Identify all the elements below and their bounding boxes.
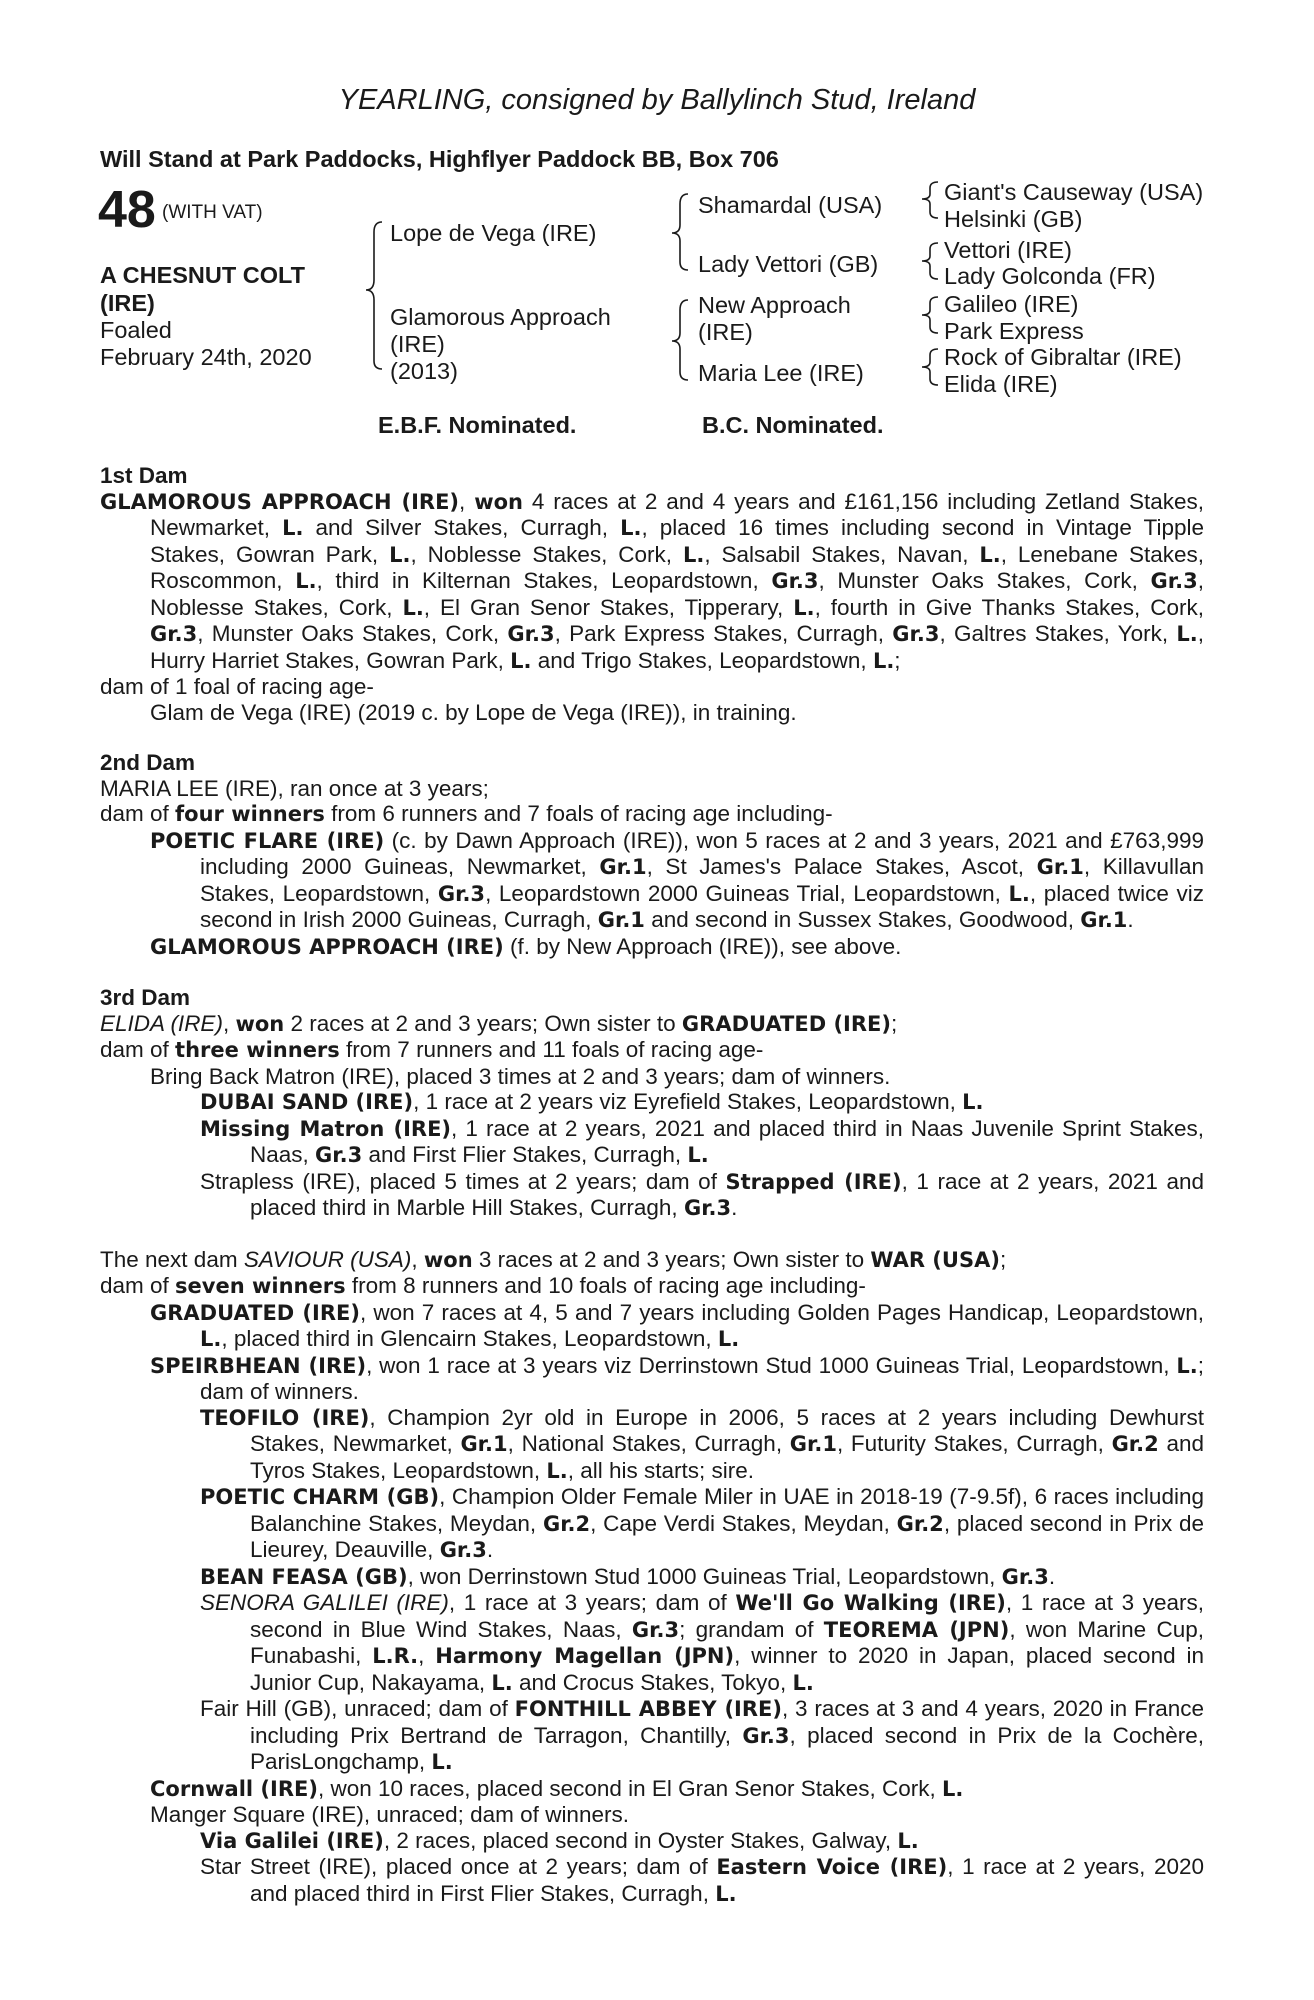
lot-description-line2: (IRE) [100,290,155,316]
lot-description-line1: A CHESNUT COLT [100,262,305,288]
dam-entry: The next dam SAVIOUR (USA), won 3 races at 2 and 3 years; Own sister to WAR (USA); [100,1246,1007,1272]
pedigree-dam-dam: Maria Lee (IRE) [698,360,864,386]
vat-note: (WITH VAT) [162,202,263,223]
progeny-entry: Star Street (IRE), placed once at 2 years; dam of Eastern Voice (IRE), 1 race at 2 years, 2020 and placed third in First Flier Stakes, Curragh, L. [200,1854,1204,1906]
catalogue-header: YEARLING, consigned by Ballylinch Stud, Ireland [338,84,976,116]
progeny-entry: Strapless (IRE), placed 5 times at 2 years; dam of Strapped (IRE), 1 race at 2 years, 2021 and placed third in Marble Hill Stakes, Curragh, Gr.3. [200,1168,1205,1220]
pedigree-sire-sire: Shamardal (USA) [698,192,883,218]
section-heading: 3rd Dam [100,985,191,1010]
progeny-entry: Bring Back Matron (IRE), placed 3 times at 2 and 3 years; dam of winners. [150,1063,891,1089]
pedigree-dam-line2: (IRE) [390,331,445,357]
foaled-label: Foaled [100,317,172,343]
pedigree-ancestor-2: Helsinki (GB) [944,206,1083,232]
pedigree-dam-sire-line1: New Approach [698,292,851,318]
pedigree-dam-sire [698,292,851,346]
progeny-entry: TEOFILO (IRE), Champion 2yr old in Europe in 2006, 5 races at 2 years including Dewhurst Stakes, Newmarket, Gr.1, National Stakes, Curragh, Gr.1, Futurity Stakes, Curragh, Gr.2 and Tyros Stakes, Leopardstown, L., all his starts; sire. [200,1404,1204,1483]
pedigree-ancestor-7: Rock of Gibraltar (IRE) [944,344,1182,370]
progeny-entry: Manger Square (IRE), unraced; dam of winners. [150,1802,629,1827]
pedigree-ancestor-6: Park Express [944,318,1084,344]
third-dam-section [100,985,1204,1222]
pedigree-ancestor-5: Galileo (IRE) [944,291,1079,317]
lot-description [100,261,305,317]
progeny-entry: Cornwall (IRE), won 10 races, placed second in El Gran Senor Stakes, Cork, L. [150,1775,964,1801]
catalogue-body [100,463,1204,1907]
progeny-entry: Via Galilei (IRE), 2 races, placed second in Oyster Stakes, Galway, L. [200,1827,919,1853]
bc-nomination: B.C. Nominated. [702,412,884,438]
pedigree-ancestor-1: Giant's Causeway (USA) [944,179,1204,205]
pedigree-dam-line1: Glamorous Approach [390,304,611,330]
dam-entry: MARIA LEE (IRE), ran once at 3 years; [100,775,489,801]
first-dam-section [100,463,1204,725]
progeny-entry: SPEIRBHEAN (IRE), won 1 race at 3 years viz Derrinstown Stud 1000 Guineas Trial, Leopardstown, L.; dam of winners. [150,1352,1204,1404]
dam-entry: GLAMOROUS APPROACH (IRE), won 4 races at 2 and 4 years and £161,156 including Zetland Stakes, Newmarket, L. and Silver Stakes, Curragh, L., placed 16 times including second in Vintage Tipple Stakes, Gowran Park, L., Noblesse Stakes, Cork, L., Salsabil Stakes, Navan, L., Lenebane Stakes, Roscommon, L., third in Kilternan Stakes, Leopardstown, Gr.3, Munster Oaks Stakes, Cork, Gr.3, Noblesse Stakes, Cork, L., El Gran Senor Stakes, Tipperary, L., fourth in Give Thanks Stakes, Cork, Gr.3, Munster Oaks Stakes, Cork, Gr.3, Park Express Stakes, Curragh, Gr.3, Galtres Stakes, York, L., Hurry Harriet Stakes, Gowran Park, L. and Trigo Stakes, Leopardstown, L.; [100,488,1205,673]
foaled-info [100,317,312,371]
pedigree-bracket-sire [0,0,1,1]
progeny-entry: POETIC FLARE (IRE) (c. by Dawn Approach (IRE)), won 5 races at 2 and 3 years, 2021 and £763,999 including 2000 Guineas, Newmarket, Gr.1, St James's Palace Stakes, Ascot, Gr.1, Killavullan Stakes, Leopardstown, Gr.3, Leopardstown 2000 Guineas Trial, Leopardstown, L., placed twice viz second in Irish 2000 Guineas, Curragh, Gr.1 and second in Sussex Stakes, Goodwood, Gr.1. [150,827,1205,932]
stand-location: Will Stand at Park Paddocks, Highflyer Paddock BB, Box 706 [100,146,779,172]
pedigree-dam-sire-line2: (IRE) [698,319,753,345]
winners-line: dam of four winners from 6 runners and 7 foals of racing age including- [100,801,833,826]
pedigree-ancestor-3: Vettori (IRE) [944,237,1072,263]
pedigree-sire: Lope de Vega (IRE) [390,220,597,246]
section-heading: 2nd Dam [100,750,196,775]
second-dam-section [100,750,1204,960]
section-heading: 1st Dam [100,463,188,488]
winners-line: dam of three winners from 7 runners and 11 foals of racing age- [100,1037,764,1062]
progeny-entry: Missing Matron (IRE), 1 race at 2 years, 2021 and placed third in Naas Juvenile Sprint Stakes, Naas, Gr.3 and First Flier Stakes, Curragh, L. [200,1115,1205,1167]
pedigree-sire-dam: Lady Vettori (GB) [698,251,879,277]
dam-entry: ELIDA (IRE), won 2 races at 2 and 3 years; Own sister to GRADUATED (IRE); [100,1010,898,1036]
ebf-nomination: E.B.F. Nominated. [378,412,577,438]
pedigree-dam-line3: (2013) [390,358,458,384]
foals-line: dam of 1 foal of racing age- [100,674,374,699]
progeny-entry: Fair Hill (GB), unraced; dam of FONTHILL ABBEY (IRE), 3 races at 3 and 4 years, 2020 in France including Prix Bertrand de Tarragon, Chantilly, Gr.3, placed second in Prix de la Cochère, ParisLongchamp, L. [200,1696,1204,1774]
pedigree-ancestor-8: Elida (IRE) [944,371,1058,397]
progeny-entry: GLAMOROUS APPROACH (IRE) (f. by New Approach (IRE)), see above. [150,933,902,959]
foaled-date: February 24th, 2020 [100,344,312,370]
next-dam-section [100,1247,1204,1908]
pedigree-ancestor-4: Lady Golconda (FR) [944,263,1156,289]
lot-number: 48 [98,181,156,239]
progeny-entry: DUBAI SAND (IRE), 1 race at 2 years viz Eyrefield Stakes, Leopardstown, L. [200,1089,984,1114]
progeny-entry: Glam de Vega (IRE) (2019 c. by Lope de Vega (IRE)), in training. [150,699,797,725]
progeny-entry: BEAN FEASA (GB), won Derrinstown Stud 1000 Guineas Trial, Leopardstown, Gr.3. [200,1563,1056,1589]
progeny-entry: SENORA GALILEI (IRE), 1 race at 3 years; dam of We'll Go Walking (IRE), 1 race at 3 years, second in Blue Wind Stakes, Naas, Gr.3; grandam of TEOREMA (JPN), won Marine Cup, Funabashi, L.R., Harmony Magellan (JPN), winner to 2020 in Japan, placed second in Junior Cup, Nakayama, L. and Crocus Stakes, Tokyo, L. [200,1590,1204,1695]
progeny-entry: POETIC CHARM (GB), Champion Older Female Miler in UAE in 2018-19 (7-9.5f), 6 races including Balanchine Stakes, Meydan, Gr.2, Cape Verdi Stakes, Meydan, Gr.2, placed second in Prix de Lieurey, Deauville, Gr.3. [200,1484,1204,1562]
progeny-entry: GRADUATED (IRE), won 7 races at 4, 5 and 7 years including Golden Pages Handicap, Leopardstown, L., placed third in Glencairn Stakes, Leopardstown, L. [150,1299,1204,1351]
winners-line: dam of seven winners from 8 runners and 10 foals of racing age including- [100,1273,866,1298]
pedigree-dam [390,304,611,385]
